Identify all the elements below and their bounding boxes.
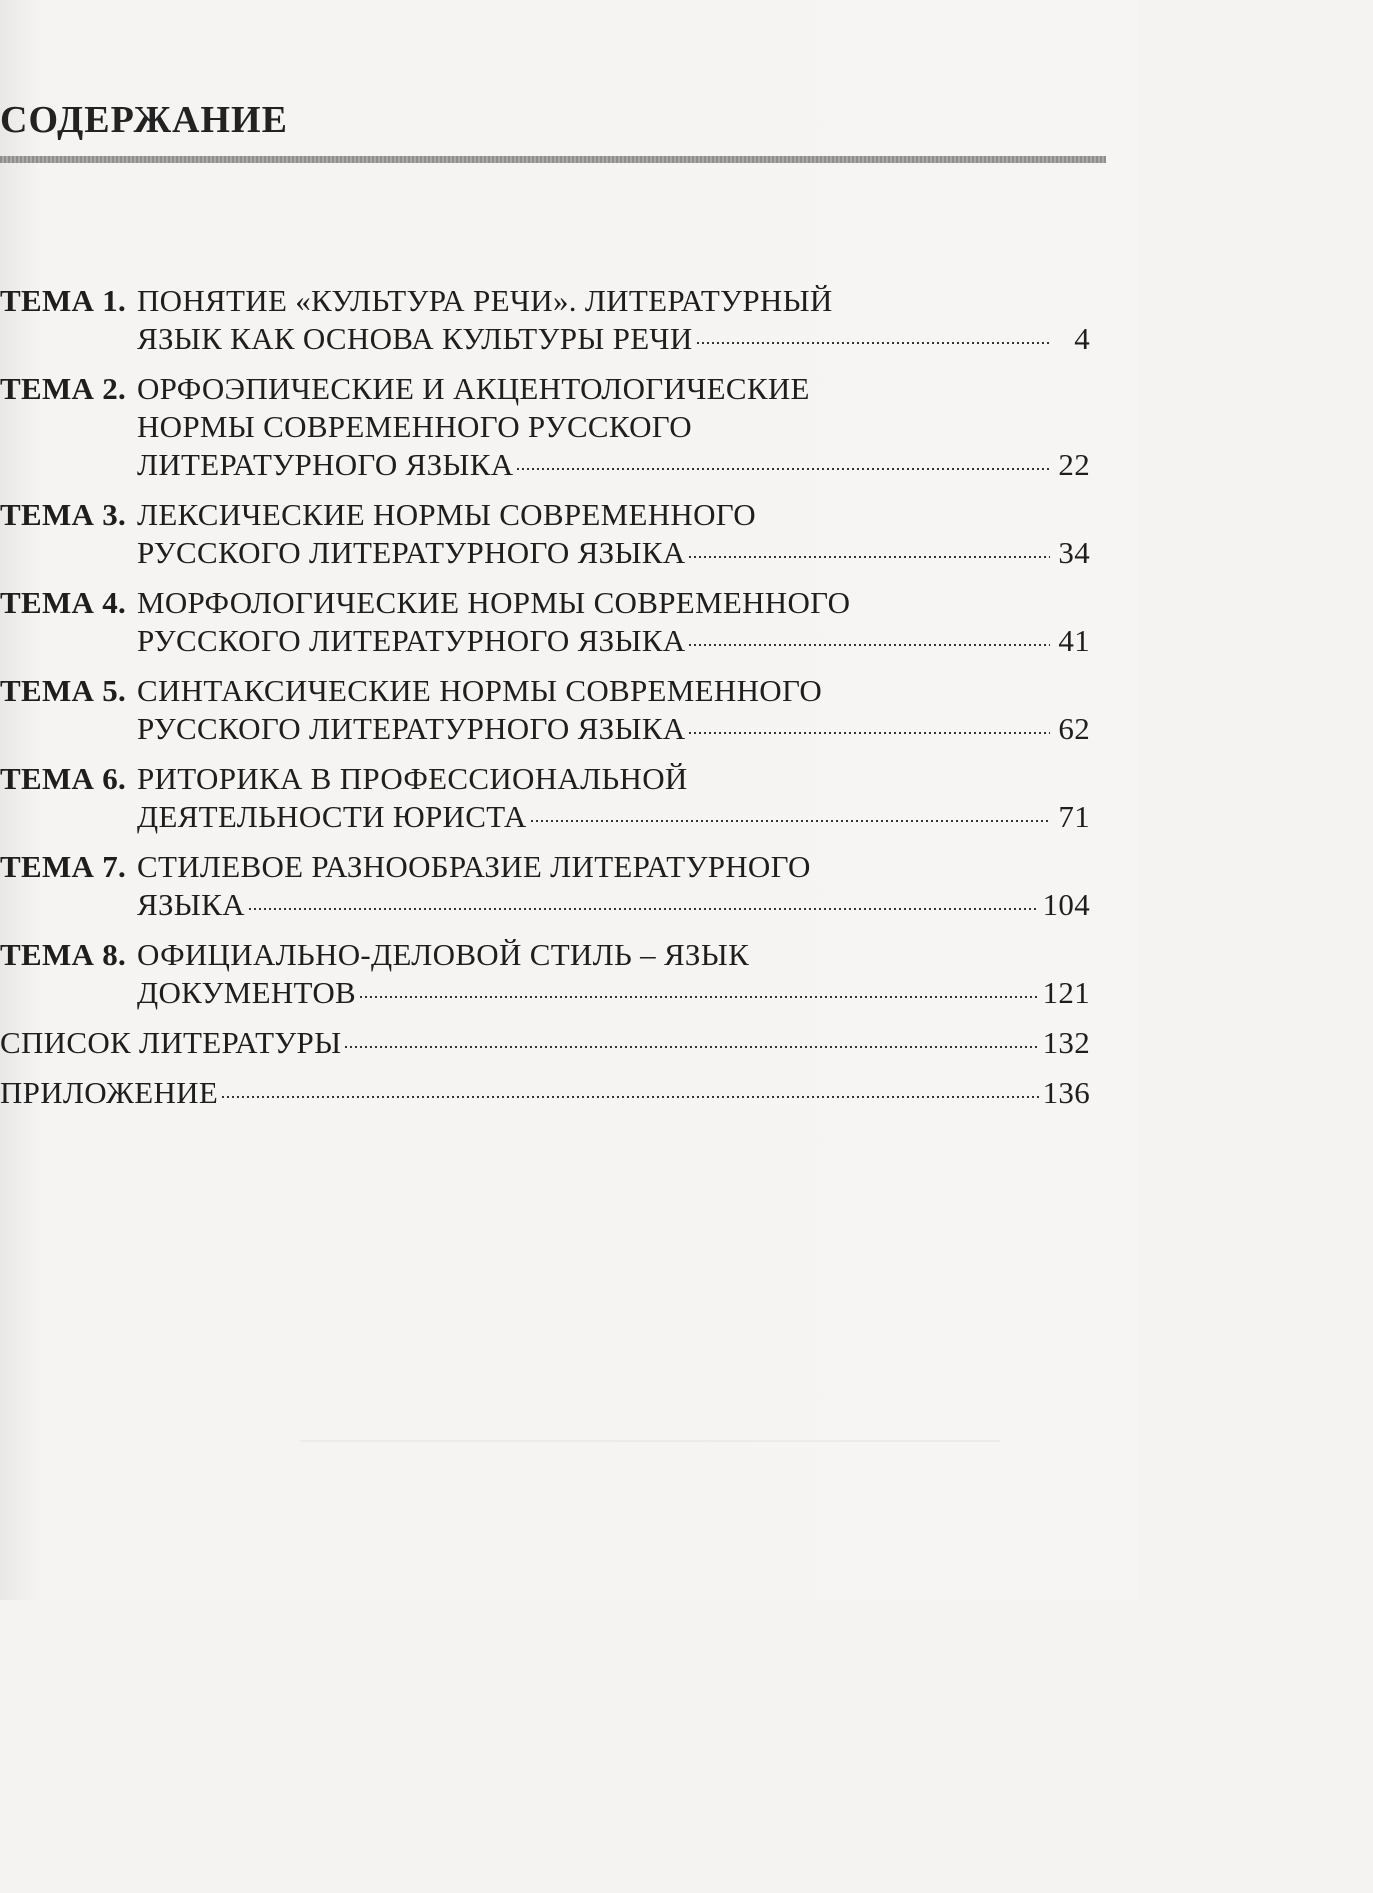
dot-leader (531, 820, 1050, 822)
toc-entry-line (0, 584, 1090, 622)
toc-entry[interactable] (0, 760, 1090, 836)
dot-leader (689, 732, 1050, 734)
toc-entry[interactable] (0, 1024, 1090, 1062)
entry-spacer (0, 924, 1090, 936)
toc-entry-line (0, 798, 1090, 836)
toc-entry[interactable] (0, 282, 1090, 358)
table-of-contents (0, 282, 1090, 1112)
toc-entry-number: ТЕМА 2. (0, 371, 127, 406)
toc-entry-number: ТЕМА 1. (0, 283, 127, 318)
toc-entry-line (0, 936, 1090, 974)
toc-page-number: 136 (1042, 1075, 1090, 1110)
bleed-through-shadow (300, 1440, 1000, 1442)
entry-spacer (0, 660, 1090, 672)
toc-entry-title: ЛЕКСИЧЕСКИЕ НОРМЫ СОВРЕМЕННОГО (137, 497, 756, 532)
toc-entry-line (0, 408, 1090, 446)
toc-entry-number: ТЕМА 7. (0, 849, 127, 884)
toc-entry-number: ТЕМА 5. (0, 673, 127, 708)
entry-spacer (0, 358, 1090, 370)
toc-entry-title: ДОКУМЕНТОВ (137, 975, 357, 1010)
toc-page-number: 71 (1058, 799, 1090, 834)
toc-entry-title: ЯЗЫКА (137, 887, 245, 922)
entry-spacer (0, 1012, 1090, 1024)
toc-entry-line (0, 886, 1090, 924)
toc-page-number: 121 (1042, 975, 1090, 1010)
toc-entry-number: ТЕМА 8. (0, 937, 127, 972)
dot-leader (360, 996, 1039, 998)
toc-entry-title: НОРМЫ СОВРЕМЕННОГО РУССКОГО (137, 409, 692, 444)
toc-entry-line (0, 974, 1090, 1012)
dot-leader (689, 556, 1050, 558)
toc-entry[interactable] (0, 672, 1090, 748)
entry-spacer (0, 836, 1090, 848)
toc-entry-title: ОРФОЭПИЧЕСКИЕ И АКЦЕНТОЛОГИЧЕСКИЕ (137, 371, 810, 406)
toc-page-number: 4 (1074, 321, 1090, 356)
title-rule (0, 156, 1106, 163)
toc-entry[interactable] (0, 496, 1090, 572)
toc-entry-line (0, 496, 1090, 534)
toc-entry-title: ПОНЯТИЕ «КУЛЬТУРА РЕЧИ». ЛИТЕРАТУРНЫЙ (137, 283, 833, 318)
toc-entry-line (0, 710, 1090, 748)
dot-leader (345, 1046, 1038, 1048)
toc-page-number: 62 (1058, 711, 1090, 746)
toc-entry-line (0, 760, 1090, 798)
toc-entry-title: РУССКОГО ЛИТЕРАТУРНОГО ЯЗЫКА (137, 623, 686, 658)
dot-leader (697, 342, 1050, 344)
toc-entry-title: РУССКОГО ЛИТЕРАТУРНОГО ЯЗЫКА (137, 711, 686, 746)
toc-page-number: 104 (1042, 887, 1090, 922)
toc-page-number: 132 (1042, 1025, 1090, 1060)
toc-entry-title: ЯЗЫК КАК ОСНОВА КУЛЬТУРЫ РЕЧИ (137, 321, 693, 356)
toc-entry-line (0, 672, 1090, 710)
toc-entry-number: ТЕМА 6. (0, 761, 127, 796)
toc-page-number: 34 (1058, 535, 1090, 570)
toc-entry-line (0, 282, 1090, 320)
toc-entry-number: ТЕМА 4. (0, 585, 127, 620)
toc-entry[interactable] (0, 1074, 1090, 1112)
toc-entry-title: СПИСОК ЛИТЕРАТУРЫ (0, 1025, 342, 1060)
toc-entry-title: РУССКОГО ЛИТЕРАТУРНОГО ЯЗЫКА (137, 535, 686, 570)
entry-spacer (0, 1062, 1090, 1074)
toc-entry-line (0, 370, 1090, 408)
toc-entry[interactable] (0, 848, 1090, 924)
toc-page-number: 22 (1058, 447, 1090, 482)
entry-spacer (0, 748, 1090, 760)
toc-entry-title: СТИЛЕВОЕ РАЗНООБРАЗИЕ ЛИТЕРАТУРНОГО (137, 849, 811, 884)
toc-entry[interactable] (0, 370, 1090, 484)
toc-entry-title: ОФИЦИАЛЬНО-ДЕЛОВОЙ СТИЛЬ – ЯЗЫК (137, 937, 750, 972)
toc-entry-title: ЛИТЕРАТУРНОГО ЯЗЫКА (137, 447, 514, 482)
entry-spacer (0, 484, 1090, 496)
toc-entry-line (0, 320, 1090, 358)
toc-entry-line (0, 848, 1090, 886)
toc-entry-title: МОРФОЛОГИЧЕСКИЕ НОРМЫ СОВРЕМЕННОГО (137, 585, 851, 620)
toc-entry[interactable] (0, 936, 1090, 1012)
toc-entry-title: ПРИЛОЖЕНИЕ (0, 1075, 219, 1110)
dot-leader (249, 908, 1039, 910)
toc-entry-number: ТЕМА 3. (0, 497, 127, 532)
toc-entry-line (0, 622, 1090, 660)
toc-entry-title: РИТОРИКА В ПРОФЕССИОНАЛЬНОЙ (137, 761, 688, 796)
toc-entry-line (0, 1074, 1090, 1112)
toc-entry[interactable] (0, 584, 1090, 660)
dot-leader (689, 644, 1050, 646)
page-title: СОДЕРЖАНИЕ (0, 99, 288, 141)
toc-entry-line (0, 534, 1090, 572)
dot-leader (517, 468, 1050, 470)
dot-leader (222, 1096, 1039, 1098)
toc-entry-line (0, 1024, 1090, 1062)
toc-entry-title: СИНТАКСИЧЕСКИЕ НОРМЫ СОВРЕМЕННОГО (137, 673, 823, 708)
toc-page-number: 41 (1058, 623, 1090, 658)
entry-spacer (0, 572, 1090, 584)
toc-entry-line (0, 446, 1090, 484)
toc-entry-title: ДЕЯТЕЛЬНОСТИ ЮРИСТА (137, 799, 527, 834)
